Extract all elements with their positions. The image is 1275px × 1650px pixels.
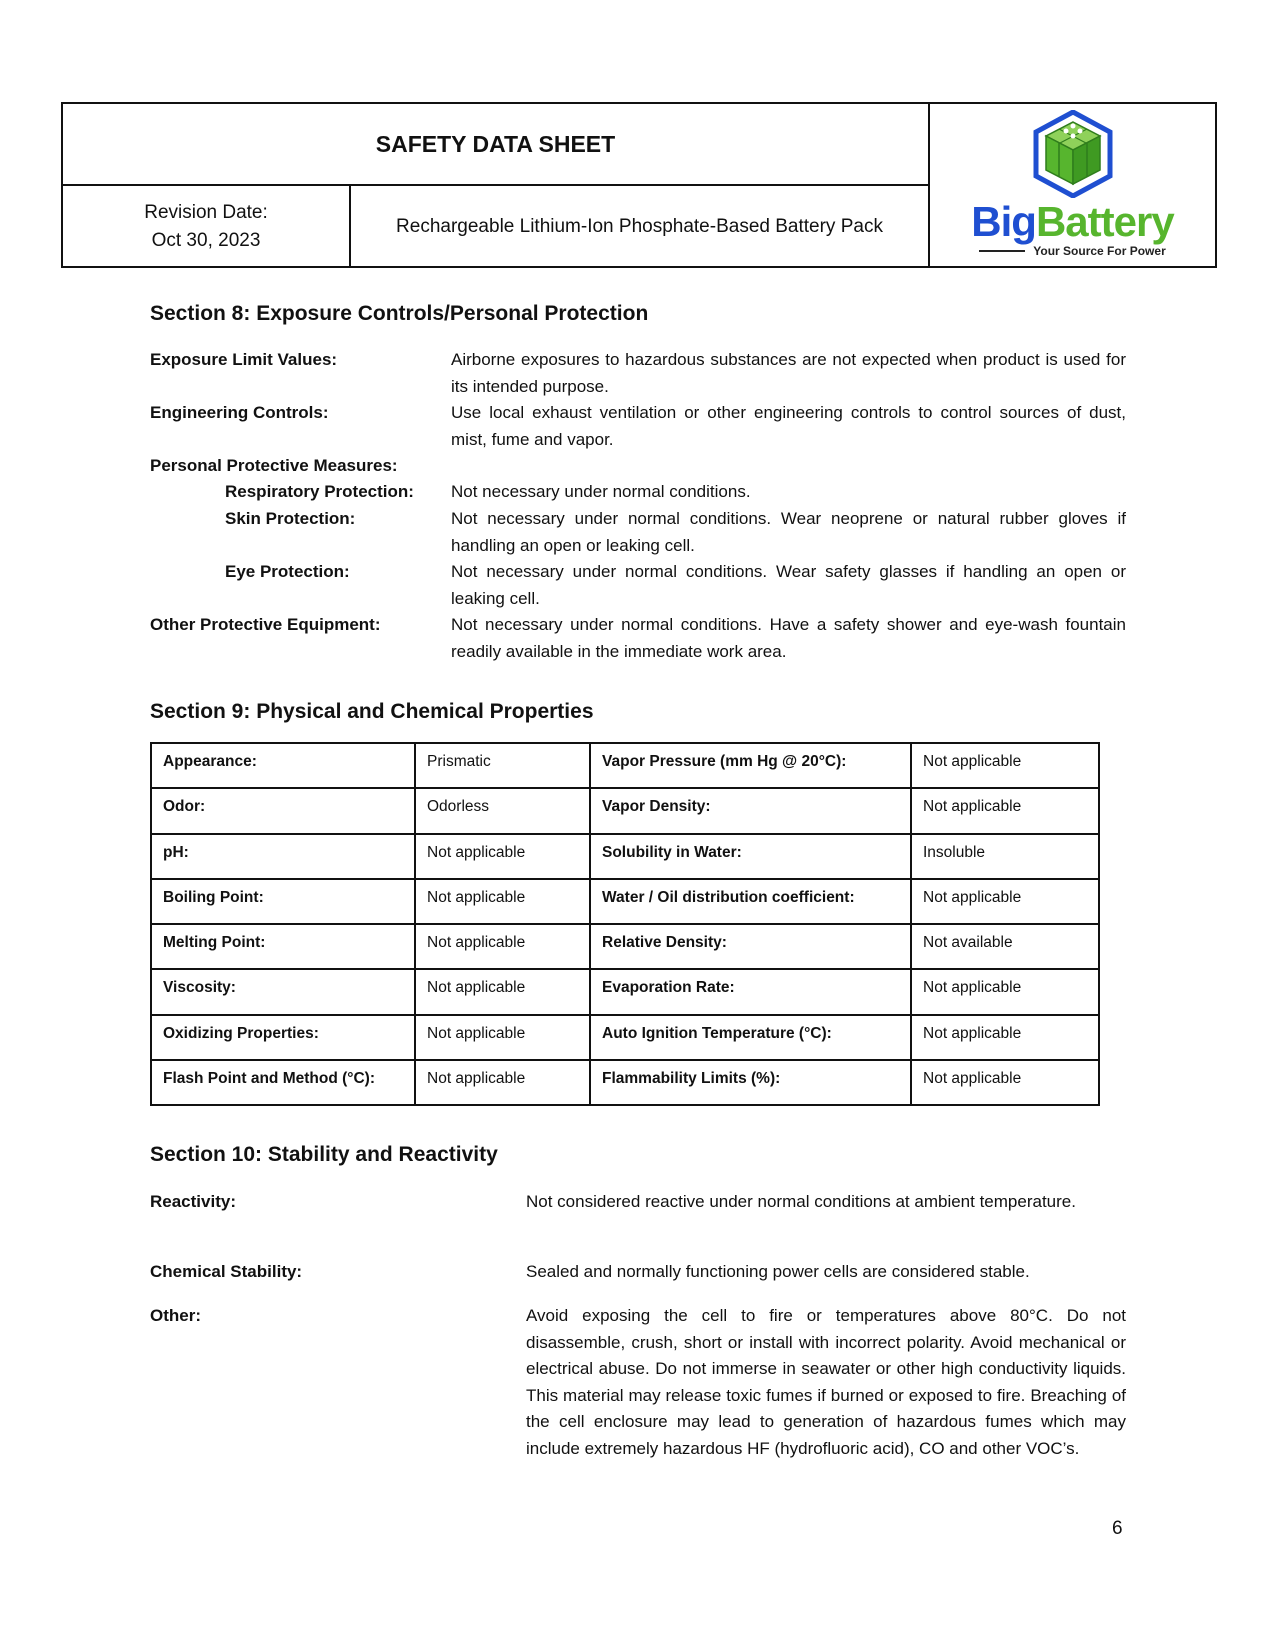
- table-row: [151, 1015, 1099, 1060]
- other-value: Avoid exposing the cell to fire or temperatures above 80°C. Do not disassemble, crush, short or install with incorrect polarity. Avoid mechanical or electrical abuse. Do not immerse in seawater or other high conductivity liquids. This material may release toxic fumes if burned or exposed to fire. Breaching of the cell enclosure may lead to generation of hazardous fumes which may include extremely hazardous HF (hydrofluoric acid), CO and other VOC’s.: [526, 1306, 1126, 1458]
- property-value: Insoluble: [911, 834, 1099, 879]
- property-value: Not applicable: [415, 969, 590, 1014]
- property-label: Odor:: [151, 788, 415, 833]
- chemical-stability-label: Chemical Stability:: [150, 1262, 303, 1281]
- brand-logo: [930, 104, 1215, 266]
- property-label: Vapor Density:: [590, 788, 911, 833]
- respiratory-protection-value: Not necessary under normal conditions.: [451, 482, 751, 501]
- property-value: Not applicable: [911, 1015, 1099, 1060]
- other-label: Other:: [150, 1306, 201, 1325]
- logo-tagline: Your Source For Power: [979, 244, 1165, 258]
- property-value: Not applicable: [415, 1060, 590, 1105]
- table-row: [151, 924, 1099, 969]
- property-value: Not applicable: [911, 879, 1099, 924]
- properties-table: [150, 742, 1100, 1106]
- property-label: Water / Oil distribution coefficient:: [590, 879, 911, 924]
- property-label: Boiling Point:: [151, 879, 415, 924]
- property-label: Melting Point:: [151, 924, 415, 969]
- property-value: Not applicable: [911, 1060, 1099, 1105]
- reactivity-value: Not considered reactive under normal conditions at ambient temperature.: [526, 1192, 1076, 1211]
- property-label: Evaporation Rate:: [590, 969, 911, 1014]
- revision-date-cell: [63, 186, 351, 268]
- property-value: Not applicable: [911, 969, 1099, 1014]
- exposure-limit-label: Exposure Limit Values:: [150, 350, 338, 369]
- property-label: Oxidizing Properties:: [151, 1015, 415, 1060]
- property-value: Not available: [911, 924, 1099, 969]
- property-label: Auto Ignition Temperature (°C):: [590, 1015, 911, 1060]
- battery-cube-icon: [1032, 110, 1114, 198]
- page-number: 6: [1112, 1518, 1123, 1539]
- document-header: [61, 102, 1217, 268]
- skin-protection-value: Not necessary under normal conditions. Wear neoprene or natural rubber gloves if handling an open or leaking cell.: [451, 509, 1126, 555]
- property-value: Not applicable: [415, 834, 590, 879]
- property-label: Vapor Pressure (mm Hg @ 20°C):: [590, 743, 911, 788]
- property-value: Not applicable: [911, 788, 1099, 833]
- table-row: [151, 969, 1099, 1014]
- engineering-controls-value: Use local exhaust ventilation or other engineering controls to control sources of dust, mist, fume and vapor.: [451, 403, 1126, 449]
- property-value: Not applicable: [415, 924, 590, 969]
- property-label: Solubility in Water:: [590, 834, 911, 879]
- property-label: pH:: [151, 834, 415, 879]
- property-value: Odorless: [415, 788, 590, 833]
- reactivity-label: Reactivity:: [150, 1192, 236, 1211]
- property-value: Not applicable: [415, 1015, 590, 1060]
- property-label: Flammability Limits (%):: [590, 1060, 911, 1105]
- property-label: Relative Density:: [590, 924, 911, 969]
- property-value: Not applicable: [911, 743, 1099, 788]
- eye-protection-label: Eye Protection:: [225, 562, 350, 581]
- table-row: [151, 743, 1099, 788]
- eye-protection-value: Not necessary under normal conditions. Wear safety glasses if handling an open or leaking cell.: [451, 562, 1126, 608]
- table-row: [151, 788, 1099, 833]
- respiratory-protection-label: Respiratory Protection:: [225, 482, 414, 501]
- section-8-title: Section 8: Exposure Controls/Personal Protection: [150, 302, 649, 325]
- product-name: Rechargeable Lithium-Ion Phosphate-Based Battery Pack: [351, 186, 930, 268]
- table-row: [151, 1060, 1099, 1105]
- property-value: Not applicable: [415, 879, 590, 924]
- document-title: SAFETY DATA SHEET: [63, 104, 930, 186]
- table-row: [151, 879, 1099, 924]
- personal-protective-measures-label: Personal Protective Measures:: [150, 456, 398, 475]
- engineering-controls-label: Engineering Controls:: [150, 403, 329, 422]
- chemical-stability-value: Sealed and normally functioning power cells are considered stable.: [526, 1262, 1030, 1281]
- property-label: Appearance:: [151, 743, 415, 788]
- section-9-title: Section 9: Physical and Chemical Properties: [150, 700, 594, 723]
- exposure-limit-value: Airborne exposures to hazardous substances are not expected when product is used for its intended purpose.: [451, 350, 1126, 396]
- section-10-title: Section 10: Stability and Reactivity: [150, 1143, 498, 1166]
- logo-wordmark: BigBattery: [971, 198, 1174, 245]
- other-protective-equipment-value: Not necessary under normal conditions. Have a safety shower and eye-wash fountain readily available in the immediate work area.: [451, 615, 1126, 661]
- property-value: Prismatic: [415, 743, 590, 788]
- property-label: Flash Point and Method (°C):: [151, 1060, 415, 1105]
- other-protective-equipment-label: Other Protective Equipment:: [150, 615, 381, 634]
- revision-date-label: Revision Date:: [144, 202, 268, 223]
- skin-protection-label: Skin Protection:: [225, 509, 356, 528]
- revision-date-value: Oct 30, 2023: [151, 230, 261, 251]
- table-row: [151, 834, 1099, 879]
- property-label: Viscosity:: [151, 969, 415, 1014]
